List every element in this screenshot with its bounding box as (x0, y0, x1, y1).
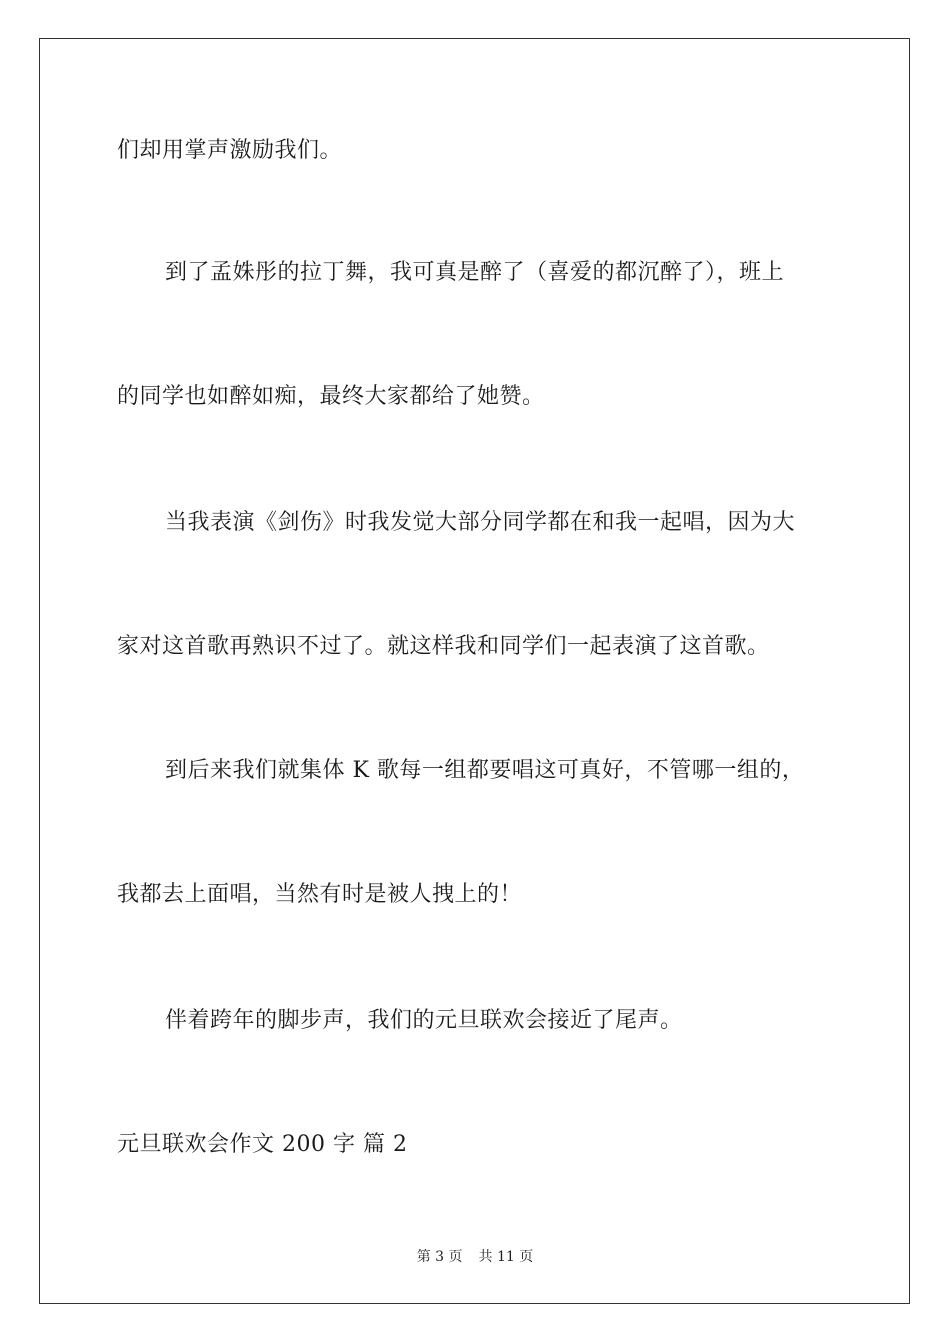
page-number: 第 3 页 (416, 1249, 463, 1265)
section-heading: 元旦联欢会作文 200 字 篇 2 (117, 1132, 408, 1157)
page-total: 共 11 页 (478, 1249, 534, 1265)
page-border (39, 38, 910, 1304)
paragraph-line: 们却用掌声激励我们。 (117, 138, 343, 163)
paragraph-line: 到后来我们就集体 K 歌每一组都要唱这可真好，不管哪一组的， (165, 758, 805, 783)
paragraph-line: 家对这首歌再熟识不过了。就这样我和同学们一起表演了这首歌。 (117, 634, 770, 659)
paragraph-line: 当我表演《剑伤》时我发觉大部分同学都在和我一起唱，因为大 (165, 510, 796, 535)
paragraph-line: 到了孟姝彤的拉丁舞，我可真是醉了（喜爱的都沉醉了），班上 (165, 260, 785, 285)
page-footer (0, 1248, 950, 1266)
paragraph-line: 我都去上面唱，当然有时是被人拽上的！ (117, 882, 523, 907)
paragraph-line: 伴着跨年的脚步声，我们的元旦联欢会接近了尾声。 (165, 1008, 683, 1033)
paragraph-line: 的同学也如醉如痴，最终大家都给了她赞。 (117, 384, 545, 409)
